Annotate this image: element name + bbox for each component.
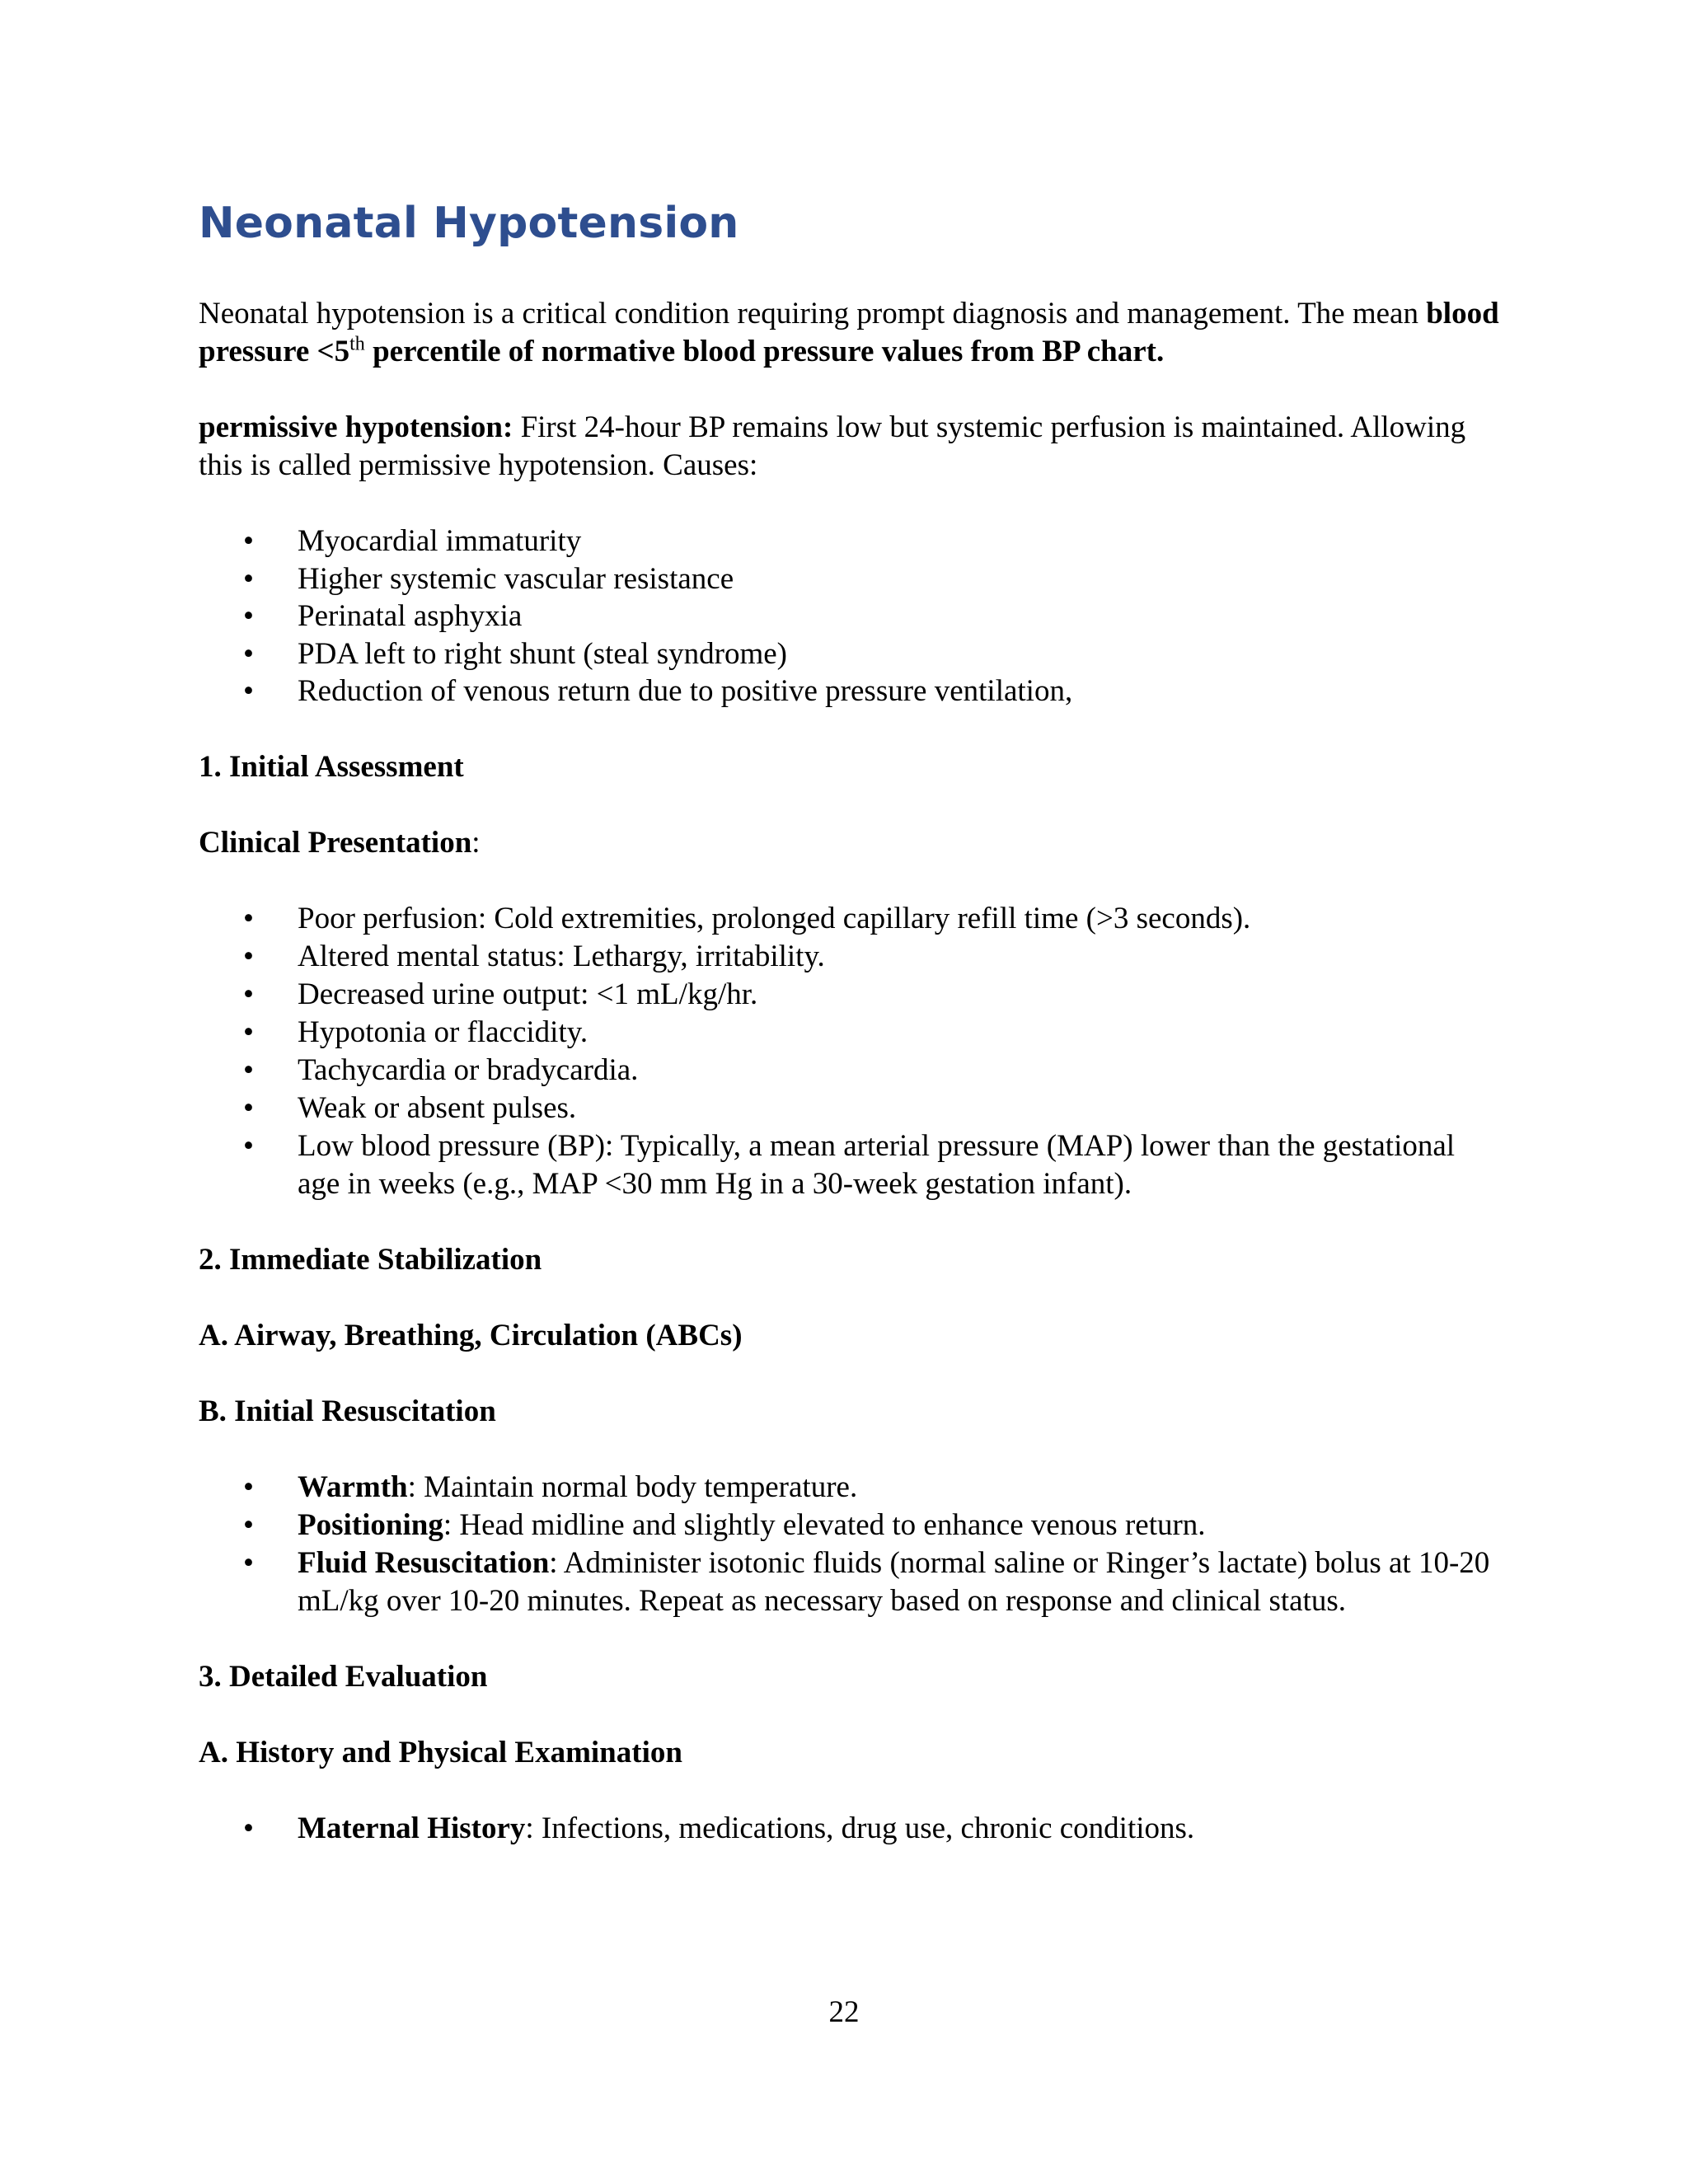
resuscitation-list (199, 1469, 1501, 1620)
list-item (199, 1810, 1501, 1848)
list-item (199, 1014, 1501, 1052)
list-item-text: : Maintain normal body temperature. (407, 1469, 858, 1504)
subheading-abcs: A. Airway, Breathing, Circulation (ABCs) (199, 1318, 743, 1352)
bullet-icon: • (243, 1507, 254, 1542)
causes-list (199, 523, 1501, 710)
list-item-text: Hypotonia or flaccidity. (298, 1015, 588, 1049)
subheading-suffix: : (471, 825, 481, 860)
list-item (199, 1127, 1501, 1203)
list-item-text: Altered mental status: Lethargy, irritability. (298, 939, 825, 973)
list-item-text: Low blood pressure (BP): Typically, a mean arterial pressure (MAP) lower than the gestational age in weeks (e.g., MAP <30 mm Hg in a 30-week gestation infant). (298, 1128, 1456, 1201)
list-item (199, 900, 1501, 938)
section-heading-immediate-stabilization: 2. Immediate Stabilization (199, 1242, 542, 1277)
subheading-history-physical: A. History and Physical Examination (199, 1735, 682, 1769)
intro-superscript: th (349, 334, 365, 356)
list-item-label: Maternal History (298, 1811, 526, 1845)
list-item (199, 1507, 1501, 1544)
list-item (199, 1469, 1501, 1507)
bullet-icon: • (243, 1052, 254, 1087)
intro-paragraph (199, 295, 1501, 371)
list-item-label: Warmth (298, 1469, 408, 1504)
subheading-initial-resuscitation: B. Initial Resuscitation (199, 1394, 496, 1428)
bullet-icon: • (243, 524, 254, 559)
section-heading-initial-assessment: 1. Initial Assessment (199, 749, 464, 784)
page-title: Neonatal Hypotension (199, 199, 739, 248)
clinical-presentation-list (199, 900, 1501, 1203)
bullet-icon: • (243, 674, 254, 709)
list-item-text: Perinatal asphyxia (298, 599, 523, 634)
intro-text: Neonatal hypotension is a critical condition requiring prompt diagnosis and management. The mean (199, 297, 1427, 331)
intro-bold-text-2: percentile of normative blood pressure values from BP chart. (364, 335, 1165, 369)
history-list (199, 1810, 1501, 1848)
list-item-text: PDA left to right shunt (steal syndrome) (298, 636, 787, 671)
bullet-icon: • (243, 939, 254, 973)
intro-bold-text: blood pressure <5 (199, 297, 1499, 369)
list-item-text: : Infections, medications, drug use, chronic conditions. (525, 1811, 1195, 1845)
list-item (199, 938, 1501, 976)
list-item-text: Myocardial immaturity (298, 524, 582, 559)
subheading-text: Clinical Presentation (199, 825, 472, 860)
bullet-icon: • (243, 1015, 254, 1049)
list-item (199, 1052, 1501, 1090)
bullet-icon: • (243, 1811, 254, 1845)
bullet-icon: • (243, 1128, 254, 1163)
list-item-text: Poor perfusion: Cold extremities, prolonged capillary refill time (>3 seconds). (298, 901, 1251, 935)
list-item-text: : Administer isotonic fluids (normal saline or Ringer’s lactate) bolus at 10-20 mL/kg over 10-20 minutes. Repeat as necessary based on response and clinical status. (298, 1545, 1490, 1618)
bullet-icon: • (243, 561, 254, 596)
bullet-icon: • (243, 901, 254, 935)
list-item (199, 1090, 1501, 1127)
list-item (199, 673, 1501, 710)
list-item-text: Higher systemic vascular resistance (298, 561, 734, 596)
permissive-paragraph (199, 409, 1501, 485)
list-item (199, 1544, 1501, 1620)
list-item (199, 976, 1501, 1014)
page-number: 22 (828, 1995, 860, 2029)
list-item-text: Weak or absent pulses. (298, 1090, 577, 1125)
bullet-icon: • (243, 1545, 254, 1580)
bullet-icon: • (243, 977, 254, 1011)
permissive-text: First 24-hour BP remains low but systemic perfusion is maintained. Allowing this is called permissive hypotension. Causes: (199, 410, 1466, 483)
section-heading-detailed-evaluation: 3. Detailed Evaluation (199, 1659, 488, 1694)
list-item (199, 523, 1501, 560)
list-item-text: Decreased urine output: <1 mL/kg/hr. (298, 977, 758, 1011)
list-item (199, 635, 1501, 673)
document-page (199, 198, 1501, 1886)
permissive-label: permissive hypotension: (199, 410, 513, 445)
bullet-icon: • (243, 1469, 254, 1504)
list-item (199, 560, 1501, 598)
bullet-icon: • (243, 599, 254, 634)
list-item (199, 598, 1501, 635)
list-item-label: Fluid Resuscitation (298, 1545, 550, 1580)
list-item-text: : Head midline and slightly elevated to enhance venous return. (443, 1507, 1206, 1542)
list-item-text: Reduction of venous return due to positive pressure ventilation, (298, 674, 1073, 709)
clinical-presentation-heading (199, 824, 1501, 862)
list-item-label: Positioning (298, 1507, 443, 1542)
bullet-icon: • (243, 1090, 254, 1125)
list-item-text: Tachycardia or bradycardia. (298, 1052, 639, 1087)
bullet-icon: • (243, 636, 254, 671)
